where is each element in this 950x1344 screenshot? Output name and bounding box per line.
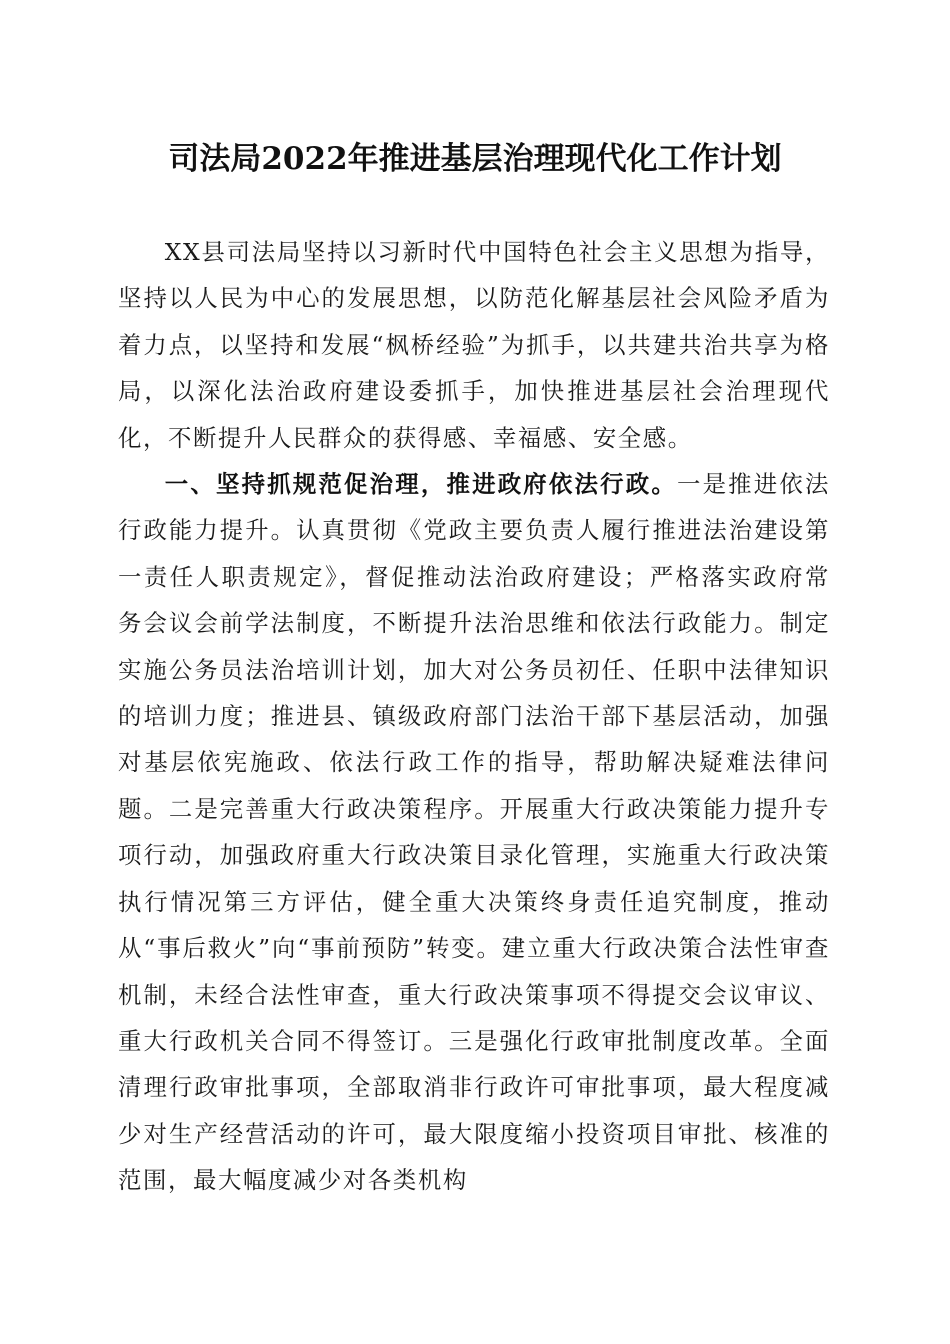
- section-1-body: 一是推进依法行政能力提升。认真贯彻《党政主要负责人履行推进法治建设第一责任人职责规定》，督促推动法治政府建设；严格落实政府常务会议会前学法制度，不断提升法治思维和依法行政能力。制定实施公务员法治培训计划，加大对公务员初任、任职中法律知识的培训力度；推进县、镇级政府部门法治干部下基层活动，加强对基层依宪施政、依法行政工作的指导，帮助解决疑难法律问题。二是完善重大行政决策程序。开展重大行政决策能力提升专项行动，加强政府重大行政决策目录化管理，实施重大行政决策执行情况第三方评估，健全重大决策终身责任追究制度，推动从“事后救火”向“事前预防”转变。建立重大行政决策合法性审查机制，未经合法性审查，重大行政决策事项不得提交会议审议、重大行政机关合同不得签订。三是强化行政审批制度改革。全面清理行政审批事项，全部取消非行政许可审批事项，最大程度减少对生产经营活动的许可，最大限度缩小投资项目审批、核准的范围，最大幅度减少对各类机构: [118, 470, 830, 1195]
- document-body: [118, 229, 830, 1204]
- document-title: 司法局2022年推进基层治理现代化工作计划: [168, 141, 782, 177]
- intro-paragraph: XX县司法局坚持以习新时代中国特色社会主义思想为指导，坚持以人民为中心的发展思想，以防范化解基层社会风险矛盾为着力点，以坚持和发展“枫桥经验”为抓手，以共建共治共享为格局，以深化法治政府建设委抓手，加快推进基层社会治理现代化，不断提升人民群众的获得感、幸福感、安全感。: [118, 238, 830, 452]
- section-1-heading: 一、坚持抓规范促治理，推进政府依法行政。: [164, 470, 677, 499]
- section-1-paragraph: [118, 461, 830, 1204]
